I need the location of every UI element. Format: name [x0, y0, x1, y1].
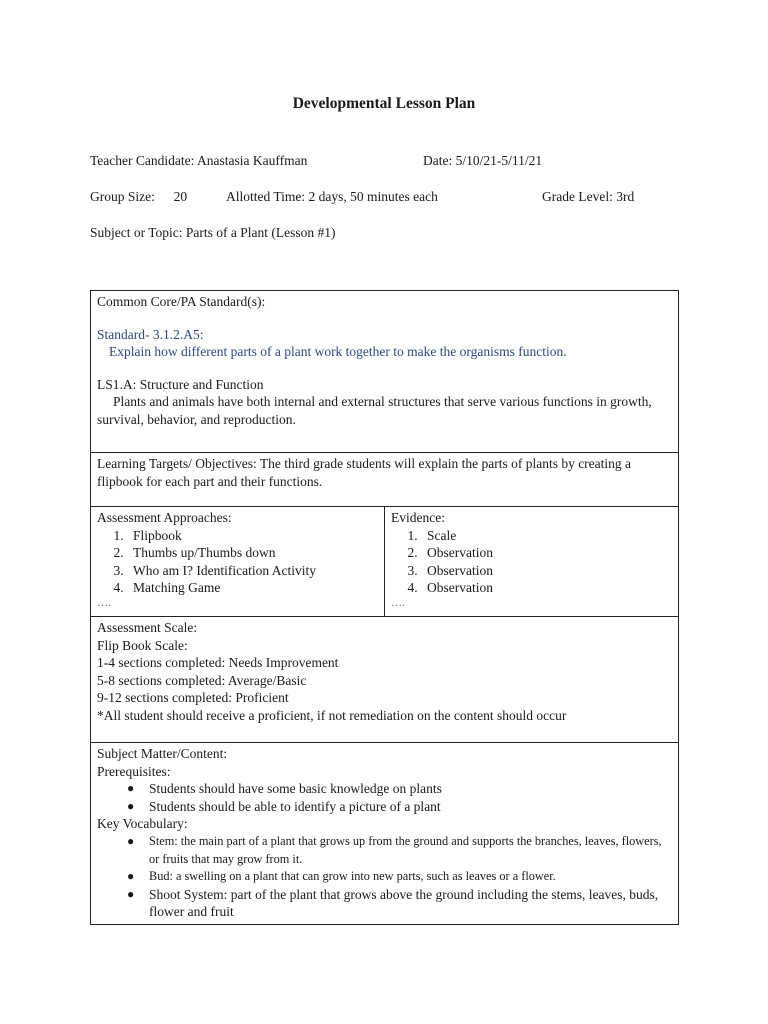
assessment-row: [91, 507, 679, 617]
subject-topic: [90, 225, 336, 241]
content-row: [91, 743, 679, 925]
prereq-text: Students should be able to identify a picture of a plant: [149, 798, 441, 814]
objectives-row: [91, 453, 679, 507]
bullet-icon: ●: [127, 869, 135, 884]
subject-value: Parts of a Plant (Lesson #1): [185, 225, 336, 240]
evidence-item: 3. Observation: [421, 562, 671, 580]
prereq-text: Students should have some basic knowledge on plants: [149, 781, 442, 797]
grade-level: [542, 189, 634, 205]
prereq-item: [127, 780, 671, 798]
group-size-label: Group Size:: [90, 189, 155, 204]
vocab-text: Stem: the main part of a plant that grows up from the ground and supports the branches, leaves, flowers, or fruits that may grow from it.: [149, 833, 662, 866]
teacher-value: Anastasia Kauffman: [197, 153, 308, 168]
prereq-item: [127, 798, 671, 816]
standard-text: Explain how different parts of a plant work together to make the organisms function.: [109, 344, 567, 360]
approach-item: 4. Matching Game: [127, 579, 377, 597]
prereq-list: [97, 780, 671, 815]
prereq-heading: Prerequisites:: [97, 763, 171, 779]
evidence-item: 4. Observation: [421, 579, 671, 597]
scale-line: 9-12 sections completed: Proficient: [97, 690, 289, 706]
approaches-list: [97, 527, 377, 597]
objectives-text: Learning Targets/ Objectives: The third grade students will explain the parts of plants by creating a flipbook for each part and their functions.: [97, 456, 632, 489]
bullet-icon: ●: [127, 886, 135, 901]
allotted-time-value: 2 days, 50 minutes each: [308, 189, 438, 204]
ls-text: Plants and animals have both internal and external structures that serve various functions in growth, survival, behavior, and reproduction.: [97, 394, 652, 427]
teacher-label: Teacher Candidate:: [90, 153, 195, 168]
lesson-date: [423, 153, 542, 169]
approach-item: 2. Thumbs up/Thumbs down: [127, 544, 377, 562]
evidence-item: 2. Observation: [421, 544, 671, 562]
content-heading: Subject Matter/Content:: [97, 746, 228, 761]
scale-line: 1-4 sections completed: Needs Improvement: [97, 655, 339, 671]
evidence-cell: [385, 507, 679, 617]
standards-cell: [91, 291, 679, 453]
scale-note: *All student should receive a proficient, if not remediation on the content should occur: [97, 707, 567, 723]
vocab-item: [127, 833, 671, 868]
allotted-time-label: Allotted Time:: [226, 189, 306, 204]
approach-item: 3. Who am I? Identification Activity: [127, 562, 377, 580]
evidence-heading: Evidence:: [391, 510, 445, 525]
evidence-item: 1. Scale: [421, 527, 671, 545]
content-cell: [91, 743, 679, 925]
approaches-cell: [91, 507, 385, 617]
bullet-icon: ●: [127, 833, 135, 848]
approaches-trailing-dots: ….: [97, 596, 111, 609]
group-size: [90, 189, 187, 205]
teacher-candidate: [90, 153, 307, 169]
approaches-heading: Assessment Approaches:: [97, 510, 232, 525]
scale-row: [91, 617, 679, 743]
bullet-icon: ●: [127, 781, 135, 796]
document-title: Developmental Lesson Plan: [292, 95, 476, 112]
scale-cell: [91, 617, 679, 743]
date-label: Date:: [423, 153, 453, 168]
vocab-item: [127, 886, 671, 921]
date-value: 5/10/21-5/11/21: [455, 153, 543, 168]
standards-heading: Common Core/PA Standard(s):: [97, 294, 266, 309]
objectives-cell: [91, 453, 679, 507]
vocab-text: Bud: a swelling on a plant that can grow into new parts, such as leaves or a flower.: [149, 869, 556, 884]
standards-row: [91, 291, 679, 453]
lesson-plan-table: [90, 290, 679, 925]
evidence-trailing-dots: ….: [391, 596, 405, 609]
vocab-list: [97, 833, 671, 921]
bullet-icon: ●: [127, 798, 135, 813]
vocab-item: [127, 868, 671, 886]
approach-item: 1. Flipbook: [127, 527, 377, 545]
grade-level-value: 3rd: [616, 189, 635, 204]
scale-subheading: Flip Book Scale:: [97, 637, 188, 653]
subject-label: Subject or Topic:: [90, 225, 183, 240]
vocab-text: Shoot System: part of the plant that grows above the ground including the stems, leaves, buds, flower and fruit: [149, 886, 659, 920]
scale-line: 5-8 sections completed: Average/Basic: [97, 672, 307, 688]
grade-level-label: Grade Level:: [542, 189, 613, 204]
group-size-value: 20: [173, 189, 188, 204]
scale-heading: Assessment Scale:: [97, 620, 198, 635]
ls-label: LS1.A: Structure and Function: [97, 376, 264, 392]
evidence-list: [391, 527, 671, 597]
vocab-heading: Key Vocabulary:: [97, 816, 188, 832]
allotted-time: [226, 189, 438, 205]
standard-label: Standard- 3.1.2.A5:: [97, 326, 204, 342]
